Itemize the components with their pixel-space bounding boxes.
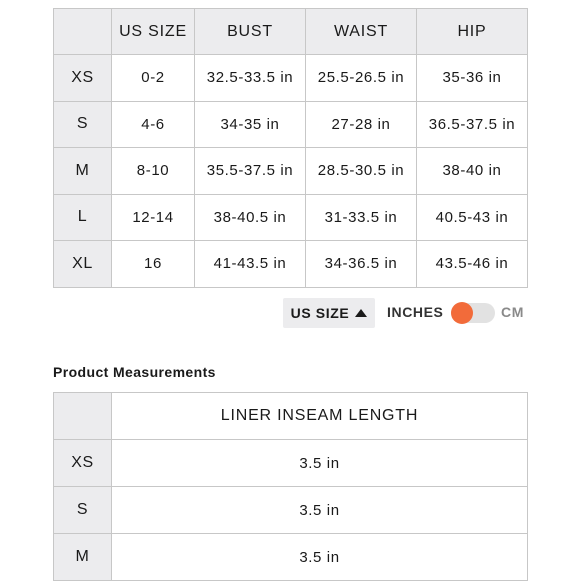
bust-cell: 41-43.5 in — [195, 241, 306, 288]
us-size-cell: 4-6 — [112, 101, 195, 148]
bust-cell: 35.5-37.5 in — [195, 148, 306, 195]
hip-cell: 40.5-43 in — [417, 194, 528, 241]
bust-cell: 34-35 in — [195, 101, 306, 148]
sort-us-size-button[interactable] — [283, 298, 375, 328]
row-size-label: M — [54, 534, 112, 581]
waist-cell: 31-33.5 in — [306, 194, 417, 241]
column-header-hip: HIP — [417, 9, 528, 55]
table-row — [54, 194, 528, 241]
row-size-label: S — [54, 101, 112, 148]
hip-cell: 35-36 in — [417, 55, 528, 102]
header-corner-cell — [54, 393, 112, 440]
hip-cell: 38-40 in — [417, 148, 528, 195]
column-header-waist: WAIST — [306, 9, 417, 55]
waist-cell: 27-28 in — [306, 101, 417, 148]
us-size-cell: 16 — [112, 241, 195, 288]
table-header-row — [54, 393, 528, 440]
row-size-label: XL — [54, 241, 112, 288]
unit-cm-label: CM — [501, 304, 524, 320]
waist-cell: 25.5-26.5 in — [306, 55, 417, 102]
waist-cell: 28.5-30.5 in — [306, 148, 417, 195]
hip-cell: 36.5-37.5 in — [417, 101, 528, 148]
us-size-cell: 8-10 — [112, 148, 195, 195]
us-size-cell: 0-2 — [112, 55, 195, 102]
inseam-cell: 3.5 in — [112, 534, 528, 581]
sort-button-label: US SIZE — [290, 305, 350, 321]
waist-cell: 34-36.5 in — [306, 241, 417, 288]
unit-inches-label: INCHES — [387, 304, 444, 320]
table-header-row — [54, 9, 528, 55]
table-row — [54, 55, 528, 102]
bust-cell: 32.5-33.5 in — [195, 55, 306, 102]
row-size-label: M — [54, 148, 112, 195]
row-size-label: S — [54, 487, 112, 534]
table-row — [54, 101, 528, 148]
table-row — [54, 440, 528, 487]
row-size-label: XS — [54, 55, 112, 102]
size-chart-table — [53, 8, 528, 288]
section-title: Product Measurements — [53, 364, 216, 380]
table-row — [54, 241, 528, 288]
header-corner-cell — [54, 9, 112, 55]
triangle-up-icon — [355, 309, 367, 317]
inseam-cell: 3.5 in — [112, 440, 528, 487]
row-size-label: XS — [54, 440, 112, 487]
column-header-liner-inseam: LINER INSEAM LENGTH — [112, 393, 528, 440]
us-size-cell: 12-14 — [112, 194, 195, 241]
table-row — [54, 534, 528, 581]
unit-toggle-switch[interactable] — [451, 303, 495, 323]
row-size-label: L — [54, 194, 112, 241]
column-header-bust: BUST — [195, 9, 306, 55]
table-row — [54, 487, 528, 534]
product-measurements-table — [53, 392, 528, 581]
table-row — [54, 148, 528, 195]
toggle-knob — [451, 302, 473, 324]
bust-cell: 38-40.5 in — [195, 194, 306, 241]
inseam-cell: 3.5 in — [112, 487, 528, 534]
hip-cell: 43.5-46 in — [417, 241, 528, 288]
column-header-us-size: US SIZE — [112, 9, 195, 55]
